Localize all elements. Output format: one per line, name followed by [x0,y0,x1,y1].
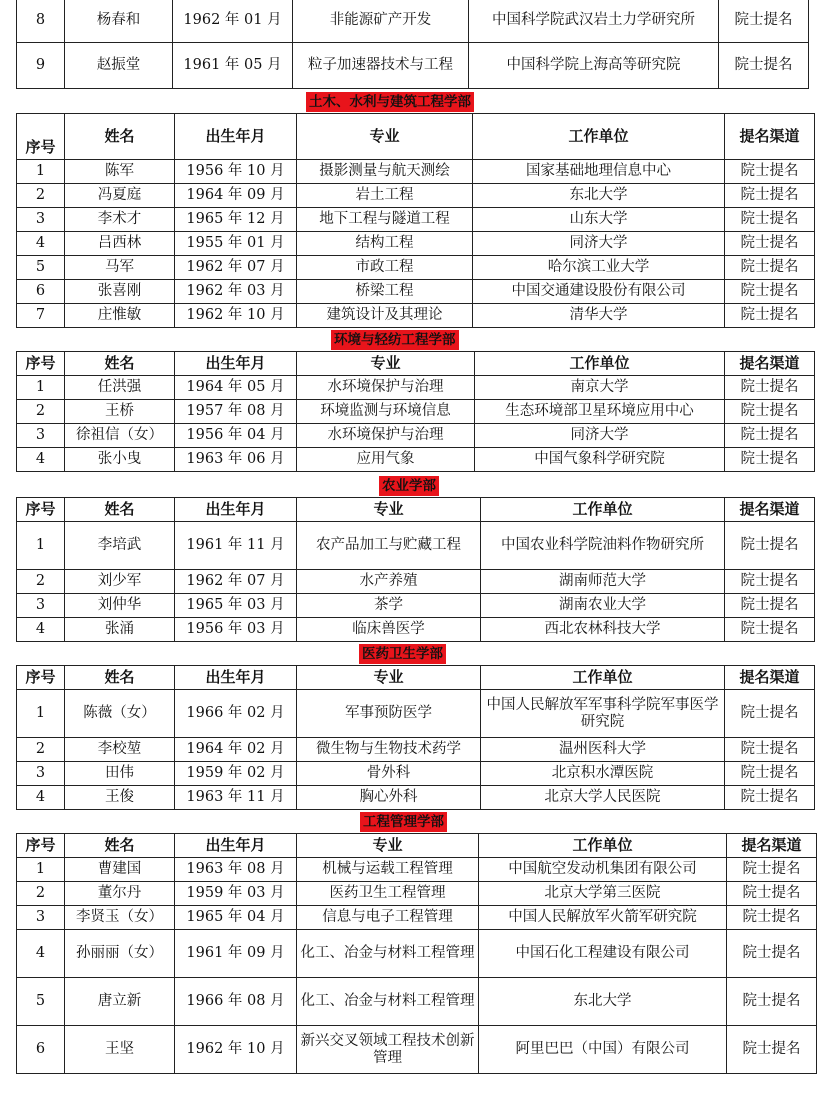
table-row [17,1026,817,1074]
table-row [17,618,815,642]
cell-name: 董尔丹 [65,882,175,906]
cell-birth: 1963 年 06 月 [175,448,297,472]
cell-org: 阿里巴巴（中国）有限公司 [479,1026,727,1074]
cell-seq: 8 [17,0,65,43]
header-org: 工作单位 [481,498,725,522]
cell-channel: 院士提名 [725,160,815,184]
header-major: 专业 [297,666,481,690]
table-row [17,280,815,304]
cell-birth: 1962 年 01 月 [173,0,293,43]
cell-name: 王俊 [65,786,175,810]
cell-major: 胸心外科 [297,786,481,810]
table-row [17,738,815,762]
cell-birth: 1962 年 03 月 [175,280,297,304]
header-channel: 提名渠道 [725,666,815,690]
section-table [16,665,815,810]
cell-birth: 1962 年 07 月 [175,256,297,280]
header-name: 姓名 [65,498,175,522]
cell-birth: 1959 年 02 月 [175,762,297,786]
cell-seq: 1 [17,376,65,400]
table-row [17,400,815,424]
section-table [16,833,817,1074]
cell-name: 冯夏庭 [65,184,175,208]
cell-major: 骨外科 [297,762,481,786]
cell-seq: 1 [17,522,65,570]
cell-major: 水产养殖 [297,570,481,594]
header-birth: 出生年月 [175,498,297,522]
cell-org: 湖南师范大学 [481,570,725,594]
cell-org: 国家基础地理信息中心 [473,160,725,184]
section-title: 医药卫生学部 [359,644,446,664]
header-birth: 出生年月 [175,834,297,858]
cell-major: 信息与电子工程管理 [297,906,479,930]
table-row [17,762,815,786]
cell-org: 北京大学人民医院 [481,786,725,810]
cell-name: 吕西林 [65,232,175,256]
table-row [17,858,817,882]
cell-birth: 1963 年 11 月 [175,786,297,810]
cell-org: 东北大学 [479,978,727,1026]
cell-birth: 1955 年 01 月 [175,232,297,256]
header-name: 姓名 [65,834,175,858]
cell-seq: 3 [17,762,65,786]
cell-seq: 4 [17,448,65,472]
cell-seq: 4 [17,786,65,810]
table-row [17,522,815,570]
cell-birth: 1956 年 03 月 [175,618,297,642]
cell-org: 东北大学 [473,184,725,208]
cell-birth: 1962 年 07 月 [175,570,297,594]
cell-name: 赵振堂 [65,43,173,89]
cell-birth: 1961 年 11 月 [175,522,297,570]
cell-channel: 院士提名 [725,786,815,810]
header-seq: 序号 [17,666,65,690]
cell-name: 徐祖信（女） [65,424,175,448]
table-row [17,594,815,618]
cell-major: 化工、冶金与材料工程管理 [297,978,479,1026]
cell-name: 李贤玉（女） [65,906,175,930]
cell-org: 中国科学院上海高等研究院 [469,43,719,89]
table-row [17,906,817,930]
table-row [17,232,815,256]
cell-major: 桥梁工程 [297,280,473,304]
cell-channel: 院士提名 [725,762,815,786]
table-row [17,570,815,594]
cell-birth: 1965 年 12 月 [175,208,297,232]
cell-seq: 5 [17,978,65,1026]
section-title: 工程管理学部 [360,812,447,832]
cell-seq: 2 [17,400,65,424]
cell-org: 哈尔滨工业大学 [473,256,725,280]
cell-birth: 1964 年 05 月 [175,376,297,400]
cell-org: 生态环境部卫星环境应用中心 [475,400,725,424]
table-row [17,930,817,978]
cell-name: 唐立新 [65,978,175,1026]
cell-birth: 1956 年 10 月 [175,160,297,184]
cell-channel: 院士提名 [725,304,815,328]
cell-birth: 1959 年 03 月 [175,882,297,906]
cell-seq: 4 [17,930,65,978]
header-major: 专业 [297,352,475,376]
table-row [17,448,815,472]
cell-org: 南京大学 [475,376,725,400]
cell-name: 孙丽丽（女） [65,930,175,978]
header-birth: 出生年月 [175,114,297,160]
table-row [17,208,815,232]
table-row [17,0,809,43]
cell-major: 农产品加工与贮藏工程 [297,522,481,570]
header-seq: 序号 [17,352,65,376]
section-title: 农业学部 [379,476,439,496]
cell-major: 地下工程与隧道工程 [297,208,473,232]
header-birth: 出生年月 [175,352,297,376]
header-org: 工作单位 [481,666,725,690]
cell-seq: 3 [17,208,65,232]
cell-org: 西北农林科技大学 [481,618,725,642]
header-row [17,834,817,858]
cell-major: 临床兽医学 [297,618,481,642]
cell-seq: 6 [17,1026,65,1074]
cell-channel: 院士提名 [727,978,817,1026]
cell-seq: 5 [17,256,65,280]
cell-org: 北京积水潭医院 [481,762,725,786]
cell-channel: 院士提名 [725,448,815,472]
cell-seq: 2 [17,738,65,762]
header-org: 工作单位 [475,352,725,376]
header-seq: 序号 [17,834,65,858]
cell-channel: 院士提名 [725,522,815,570]
cell-major: 医药卫生工程管理 [297,882,479,906]
cell-org: 中国气象科学研究院 [475,448,725,472]
header-birth: 出生年月 [175,666,297,690]
cell-birth: 1956 年 04 月 [175,424,297,448]
cell-name: 王坚 [65,1026,175,1074]
cell-birth: 1961 年 05 月 [173,43,293,89]
table-row [17,424,815,448]
cell-birth: 1962 年 10 月 [175,1026,297,1074]
header-channel: 提名渠道 [727,834,817,858]
cell-major: 机械与运载工程管理 [297,858,479,882]
cell-major: 应用气象 [297,448,475,472]
cell-channel: 院士提名 [725,232,815,256]
cell-org: 同济大学 [475,424,725,448]
cell-name: 刘仲华 [65,594,175,618]
table-row [17,160,815,184]
header-major: 专业 [297,114,473,160]
cell-channel: 院士提名 [727,906,817,930]
cell-name: 张喜刚 [65,280,175,304]
header-row [17,498,815,522]
cell-org: 同济大学 [473,232,725,256]
cell-name: 马军 [65,256,175,280]
cell-channel: 院士提名 [725,570,815,594]
table-row [17,978,817,1026]
table-row [17,882,817,906]
cell-channel: 院士提名 [725,618,815,642]
cell-name: 田伟 [65,762,175,786]
cell-org: 中国石化工程建设有限公司 [479,930,727,978]
cell-birth: 1965 年 04 月 [175,906,297,930]
cell-name: 陈薇（女） [65,690,175,738]
header-seq: 序号 [17,498,65,522]
cell-major: 茶学 [297,594,481,618]
cell-org: 清华大学 [473,304,725,328]
cell-name: 李术才 [65,208,175,232]
cell-org: 湖南农业大学 [481,594,725,618]
cell-org: 中国交通建设股份有限公司 [473,280,725,304]
cell-channel: 院士提名 [727,882,817,906]
section-title: 环境与轻纺工程学部 [331,330,459,350]
cell-name: 庄惟敏 [65,304,175,328]
cell-channel: 院士提名 [727,1026,817,1074]
cell-name: 王桥 [65,400,175,424]
cell-birth: 1961 年 09 月 [175,930,297,978]
cell-name: 张小曳 [65,448,175,472]
cell-seq: 7 [17,304,65,328]
cell-major: 建筑设计及其理论 [297,304,473,328]
header-channel: 提名渠道 [725,498,815,522]
cell-channel: 院士提名 [725,690,815,738]
cell-major: 微生物与生物技术药学 [297,738,481,762]
cell-org: 中国农业科学院油料作物研究所 [481,522,725,570]
cell-birth: 1966 年 02 月 [175,690,297,738]
cell-major: 岩土工程 [297,184,473,208]
cell-channel: 院士提名 [725,738,815,762]
header-name: 姓名 [65,352,175,376]
header-row [17,666,815,690]
header-org: 工作单位 [473,114,725,160]
section-title: 土木、水利与建筑工程学部 [306,92,474,112]
cell-channel: 院士提名 [725,424,815,448]
cell-name: 刘少军 [65,570,175,594]
cell-name: 杨春和 [65,0,173,43]
cell-major: 粒子加速器技术与工程 [293,43,469,89]
header-seq: 序号 [17,114,65,160]
cell-major: 军事预防医学 [297,690,481,738]
cell-channel: 院士提名 [719,0,809,43]
header-channel: 提名渠道 [725,114,815,160]
cell-birth: 1964 年 09 月 [175,184,297,208]
cell-org: 中国人民解放军军事科学院军事医学研究院 [481,690,725,738]
header-major: 专业 [297,498,481,522]
section-table [16,113,815,328]
cell-major: 市政工程 [297,256,473,280]
cell-seq: 4 [17,232,65,256]
cell-org: 中国科学院武汉岩土力学研究所 [469,0,719,43]
cell-birth: 1962 年 10 月 [175,304,297,328]
cell-seq: 9 [17,43,65,89]
section-table [16,497,815,642]
table-row [17,690,815,738]
cell-birth: 1964 年 02 月 [175,738,297,762]
cell-channel: 院士提名 [727,858,817,882]
cell-channel: 院士提名 [725,280,815,304]
header-name: 姓名 [65,114,175,160]
cell-seq: 3 [17,906,65,930]
header-channel: 提名渠道 [725,352,815,376]
header-row [17,114,815,160]
cell-org: 山东大学 [473,208,725,232]
cell-seq: 6 [17,280,65,304]
table-row [17,786,815,810]
section-table [16,351,815,472]
header-major: 专业 [297,834,479,858]
cell-major: 水环境保护与治理 [297,376,475,400]
cell-seq: 2 [17,570,65,594]
cell-name: 李校堃 [65,738,175,762]
cell-name: 任洪强 [65,376,175,400]
cell-seq: 1 [17,858,65,882]
header-row [17,352,815,376]
cell-channel: 院士提名 [727,930,817,978]
cell-name: 张涌 [65,618,175,642]
cell-org: 中国航空发动机集团有限公司 [479,858,727,882]
table-row [17,304,815,328]
section-table [16,0,809,89]
cell-seq: 4 [17,618,65,642]
cell-major: 水环境保护与治理 [297,424,475,448]
cell-channel: 院士提名 [719,43,809,89]
cell-birth: 1966 年 08 月 [175,978,297,1026]
cell-seq: 3 [17,594,65,618]
cell-major: 非能源矿产开发 [293,0,469,43]
cell-org: 北京大学第三医院 [479,882,727,906]
cell-major: 新兴交叉领域工程技术创新管理 [297,1026,479,1074]
cell-major: 化工、冶金与材料工程管理 [297,930,479,978]
cell-channel: 院士提名 [725,376,815,400]
cell-org: 中国人民解放军火箭军研究院 [479,906,727,930]
cell-major: 环境监测与环境信息 [297,400,475,424]
cell-seq: 3 [17,424,65,448]
cell-channel: 院士提名 [725,594,815,618]
table-row [17,376,815,400]
cell-birth: 1963 年 08 月 [175,858,297,882]
cell-major: 结构工程 [297,232,473,256]
cell-seq: 2 [17,184,65,208]
header-name: 姓名 [65,666,175,690]
cell-seq: 2 [17,882,65,906]
cell-seq: 1 [17,690,65,738]
cell-major: 摄影测量与航天测绘 [297,160,473,184]
cell-name: 李培武 [65,522,175,570]
cell-name: 曹建国 [65,858,175,882]
cell-channel: 院士提名 [725,184,815,208]
header-org: 工作单位 [479,834,727,858]
table-row [17,184,815,208]
cell-channel: 院士提名 [725,400,815,424]
table-row [17,256,815,280]
cell-channel: 院士提名 [725,256,815,280]
cell-birth: 1957 年 08 月 [175,400,297,424]
cell-name: 陈军 [65,160,175,184]
cell-birth: 1965 年 03 月 [175,594,297,618]
table-row [17,43,809,89]
cell-org: 温州医科大学 [481,738,725,762]
cell-channel: 院士提名 [725,208,815,232]
cell-seq: 1 [17,160,65,184]
